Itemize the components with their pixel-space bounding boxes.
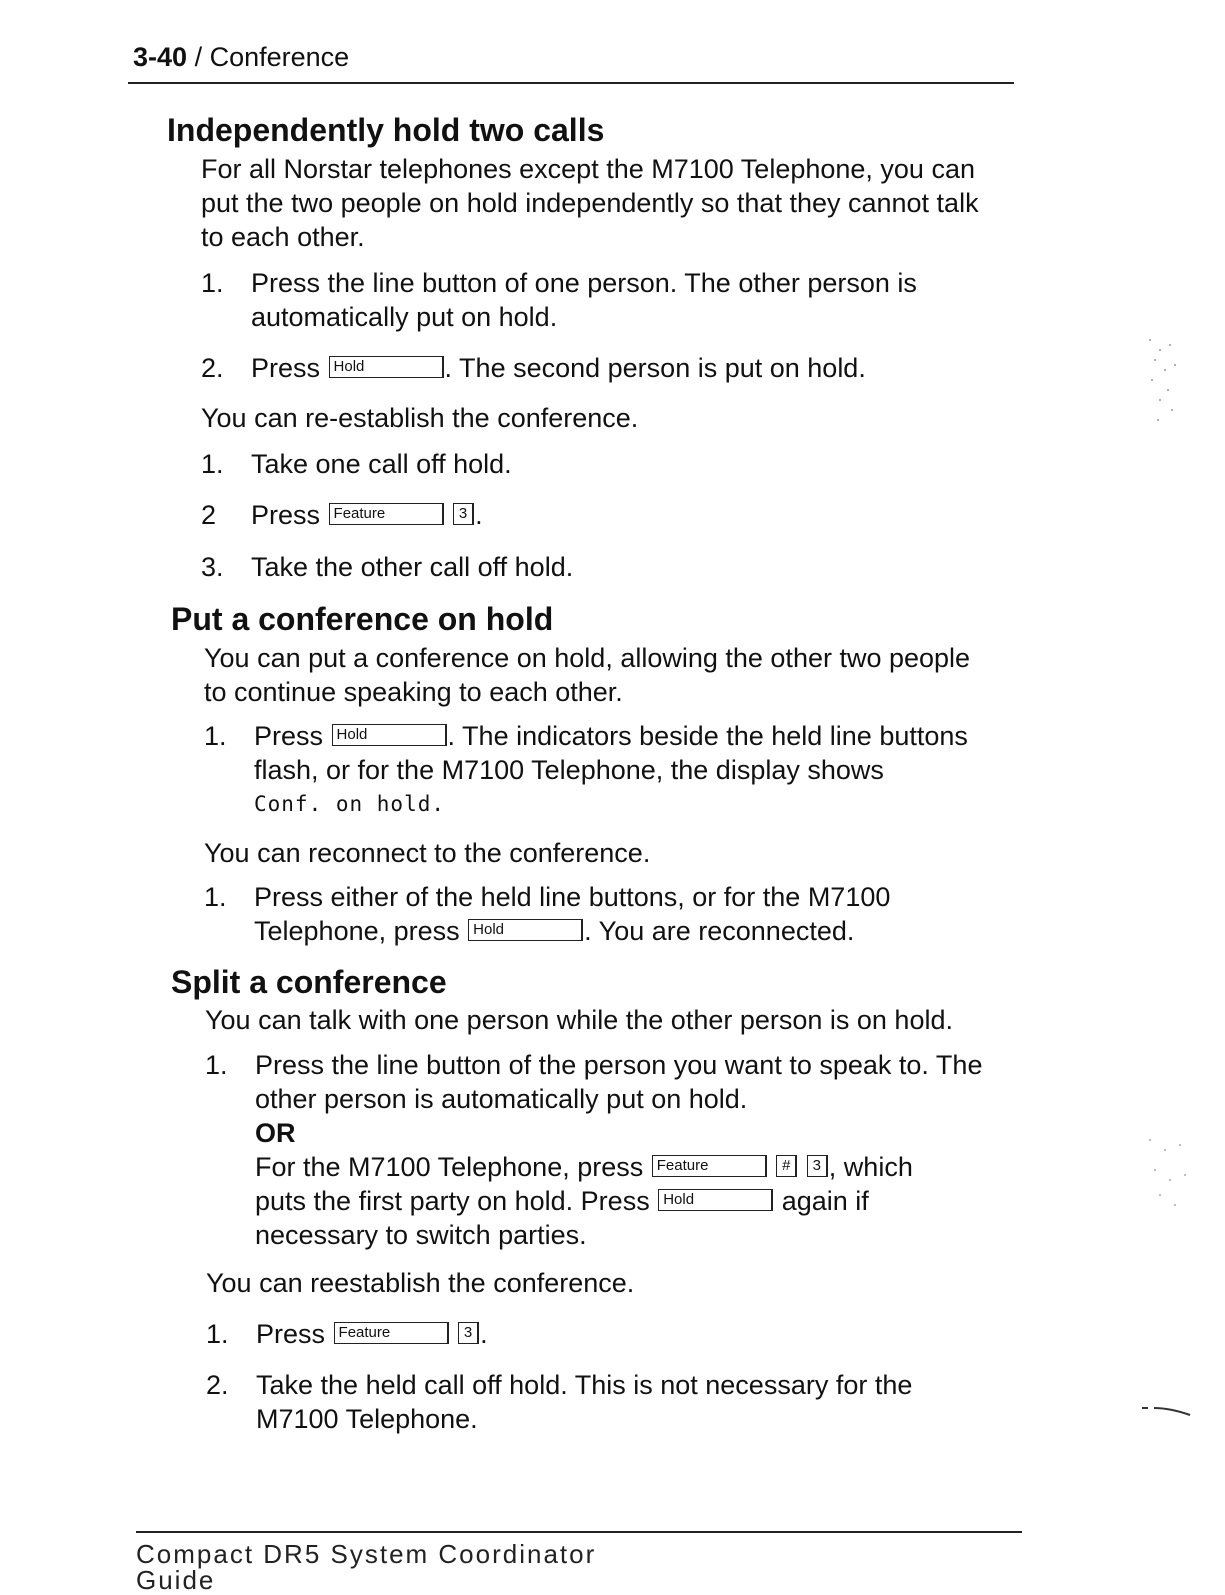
hold-key: Hold <box>468 919 583 941</box>
page-number: 3-40 <box>133 42 188 72</box>
display-text: Conf. on hold. <box>254 792 446 816</box>
scan-noise <box>1130 1120 1210 1230</box>
scan-mark <box>1140 1400 1200 1420</box>
hold-key: Hold <box>329 356 444 378</box>
heading-independently-hold: Independently hold two calls <box>167 112 605 148</box>
or-label: OR <box>255 1118 296 1148</box>
page-header <box>133 42 349 73</box>
footer-cut-text: Compact DR5 System Coordinator Guide <box>136 1539 597 1595</box>
sec3-intro: You can talk with one person while the other person is on hold. <box>205 1005 953 1035</box>
feature-key: Feature <box>652 1155 767 1177</box>
hold-key: Hold <box>332 724 447 746</box>
three-key: 3 <box>453 503 474 525</box>
sec2-reconnect: You can reconnect to the conference. <box>204 838 651 868</box>
header-rule <box>128 82 1014 84</box>
feature-key: Feature <box>334 1322 449 1344</box>
heading-put-conference-on-hold: Put a conference on hold <box>171 601 554 637</box>
feature-key: Feature <box>329 503 444 525</box>
hash-key: # <box>776 1155 797 1177</box>
scan-noise <box>1130 300 1210 460</box>
sec1-intro: For all Norstar telephones except the M7100 Telephone, you can put the two people on hold independently so that they cannot talk to each other. <box>201 154 979 252</box>
three-key: 3 <box>458 1322 479 1344</box>
sec3-reestablish: You can reestablish the conference. <box>206 1268 635 1298</box>
sec2-intro: You can put a conference on hold, allowing the other two people to continue speaking to each other. <box>204 643 971 707</box>
section-name: / Conference <box>194 42 350 72</box>
footer-rule <box>136 1531 1022 1533</box>
three-key: 3 <box>807 1155 828 1177</box>
heading-split-conference: Split a conference <box>171 964 447 1000</box>
sec1-reestablish: You can re-establish the conference. <box>201 403 639 433</box>
hold-key: Hold <box>658 1189 773 1211</box>
